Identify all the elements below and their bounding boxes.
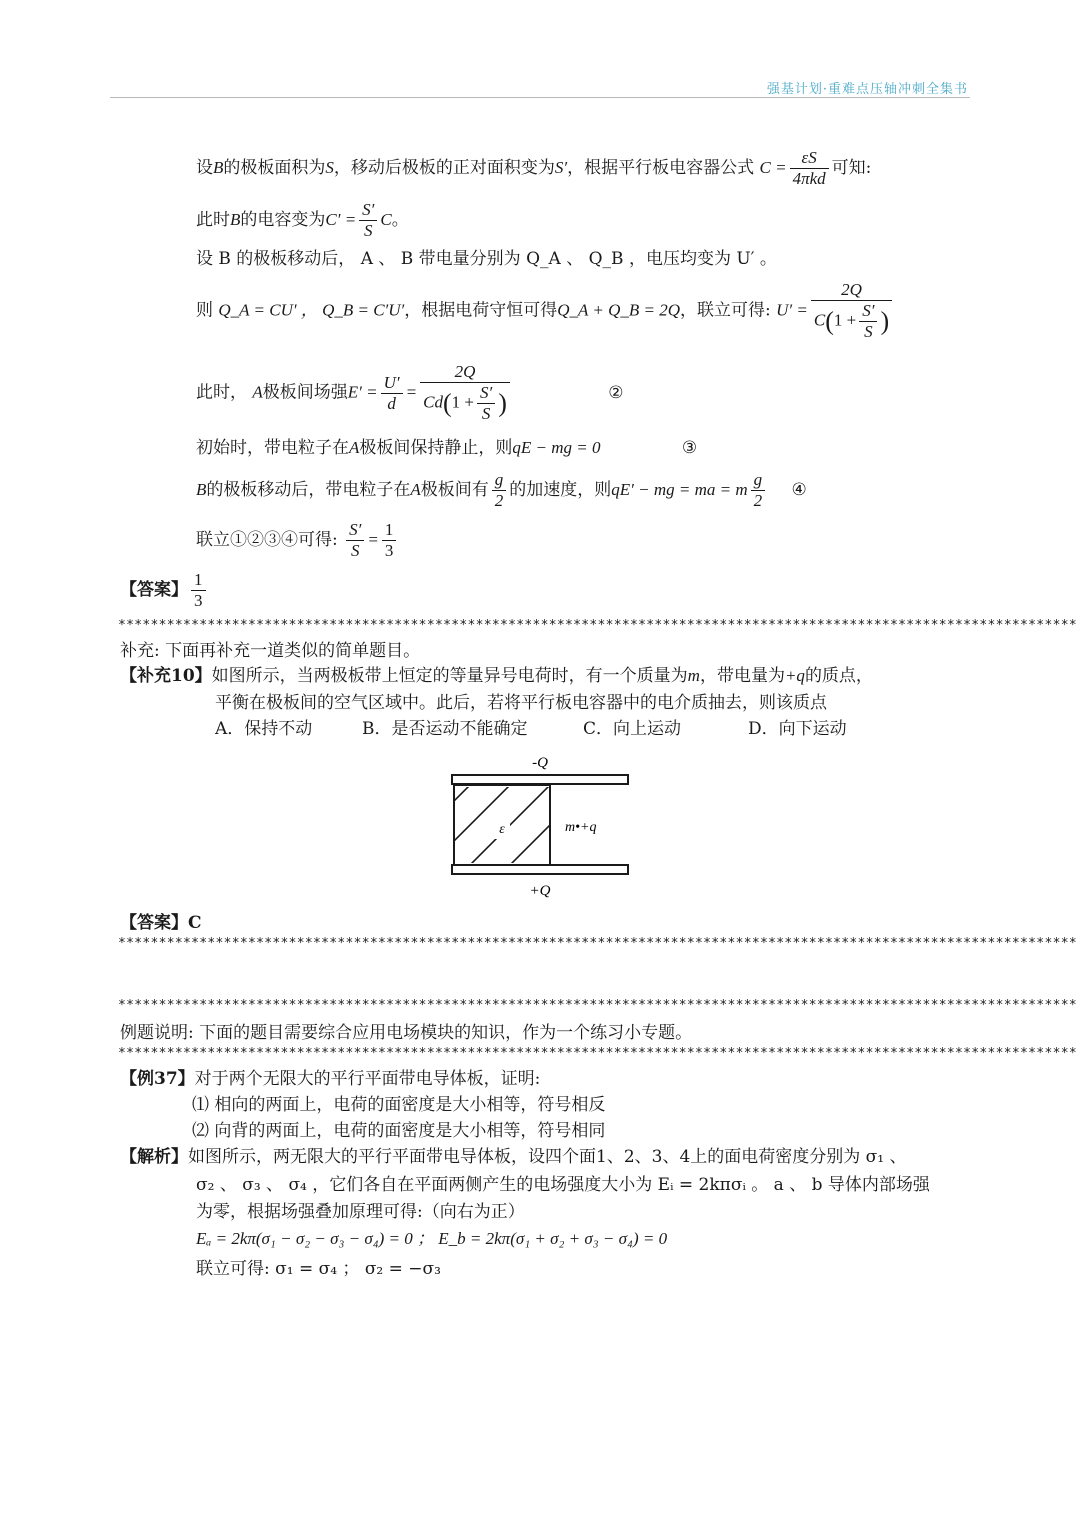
paren: ( [442, 388, 452, 418]
bottom-plate [452, 865, 628, 874]
numerator: U′ [381, 373, 403, 394]
denominator: 3 [194, 591, 203, 610]
denominator: S [481, 404, 491, 423]
paren: ) [498, 388, 507, 418]
star-divider: ********************************************************************************************************************** [118, 998, 1077, 1013]
fraction [381, 373, 403, 414]
denominator [811, 301, 892, 342]
math: Q_A = CU′ ， Q_B = C′U′ [218, 300, 405, 320]
math: = [405, 382, 418, 402]
text: ，根据平行板电容器公式 [567, 158, 755, 178]
equation-marker: ③ [681, 438, 698, 458]
example-label: 【例37】 [120, 1069, 195, 1089]
supplement-question-line-2: 平衡在极板间的空气区域中。此后，若将平行板电容器中的电介质抽去，则该质点 [215, 693, 827, 713]
denominator: 3 [384, 541, 394, 560]
solution-line-6 [196, 437, 697, 459]
fraction [346, 520, 364, 561]
math: Cd [423, 392, 443, 412]
numerator: g [751, 470, 766, 491]
top-charge-label: -Q [532, 755, 548, 771]
numerator: S′ [477, 383, 495, 404]
math: A [349, 438, 360, 457]
example-solution-line-2: σ₂ 、 σ₃ 、 σ₄ ，它们各自在平面两侧产生的电场强度大小为 Eᵢ = 2kπσᵢ 。 a 、 b 导体内部场强 [196, 1175, 930, 1195]
numerator: S′ [359, 200, 377, 221]
star-divider: ********************************************************************************************************************** [118, 936, 1077, 951]
math: B [213, 158, 224, 177]
question-label: 【补充10】 [120, 666, 212, 686]
fraction [492, 470, 507, 511]
numerator: 1 [191, 570, 206, 591]
option-c: C．向上运动 [583, 719, 682, 739]
denominator [420, 383, 510, 424]
example-title [120, 1068, 540, 1090]
fraction [811, 280, 892, 342]
math: B [230, 210, 241, 229]
equation-marker: ④ [791, 480, 807, 500]
example-solution-equations: Eₐ = 2kπ(σ₁ − σ₂ − σ₃ − σ₄) = 0 ； E_b = 2kπ(σ₁ + σ₂ + σ₃ − σ₄) = 0 [196, 1229, 668, 1248]
text: 可知: [831, 158, 872, 178]
math: C [380, 210, 392, 229]
math: A [252, 382, 263, 402]
text: 联立①②③④可得: [196, 530, 338, 550]
text: 如图所示，当两极板带上恒定的等量异号电荷时，有一个质量为 [211, 666, 688, 686]
text: 初始时，带电粒子在 [196, 438, 349, 458]
bottom-charge-label: +Q [529, 883, 551, 899]
text: 的质点， [804, 666, 873, 686]
math: m [687, 666, 700, 685]
math: 1 + [451, 392, 474, 412]
math: E′ = [347, 382, 378, 402]
solution-line-5 [196, 362, 624, 424]
math: qE′ − mg = ma = m [611, 480, 748, 499]
math: +q [784, 666, 805, 685]
supplement-answer: 【答案】C [120, 913, 202, 933]
math: S′ [554, 158, 568, 177]
text: ，联立可得: [680, 300, 771, 321]
example-solution-result: 联立可得: σ₁ = σ₄ ； σ₂ = −σ₃ [196, 1259, 441, 1279]
page-header-title: 强基计划·重难点压轴冲刺全集书 [766, 82, 968, 97]
text: ，带电量为 [699, 666, 785, 686]
text: 的极板面积为 [223, 158, 326, 178]
text: 此时 [196, 210, 230, 230]
math: C′ = [325, 210, 357, 229]
example-solution-line-3: 为零，根据场强叠加原理可得:（向右为正） [196, 1202, 525, 1222]
solution-line-7 [196, 470, 807, 511]
particle-label: m•+q [565, 820, 597, 835]
math: S [325, 158, 334, 177]
option-a: A．保持不动 [215, 719, 313, 739]
math: A [410, 480, 421, 499]
math: 1 + [833, 310, 857, 330]
numerator: 2Q [420, 362, 510, 383]
math: C = [759, 158, 787, 177]
text: 此时， [196, 382, 247, 403]
paren: ) [880, 306, 890, 336]
solution-line-1 [196, 148, 871, 189]
example-solution-line-1 [120, 1146, 907, 1168]
fraction [359, 200, 377, 241]
answer-fraction [191, 570, 206, 611]
supplement-question-line-1 [120, 665, 873, 687]
example-description: 例题说明: 下面的题目需要综合应用电场模块的知识，作为一个练习小专题。 [120, 1023, 693, 1043]
math: C [813, 310, 826, 330]
denominator: S [351, 541, 360, 560]
header-divider [110, 97, 970, 98]
solution-line-8 [196, 520, 399, 561]
text: 的电容变为 [240, 210, 326, 230]
fraction [420, 362, 510, 424]
denominator: S [864, 322, 873, 341]
equation-marker: ② [608, 382, 624, 403]
denominator: 2 [753, 491, 763, 510]
math: Q_A + Q_B = 2Q [557, 300, 681, 320]
solution-label: 【解析】 [120, 1147, 188, 1167]
top-plate [452, 775, 628, 784]
dielectric-label: ε [499, 822, 505, 837]
fraction [751, 470, 766, 511]
solution-line-3: 设 B 的极板移动后， A 、 B 带电量分别为 Q_A 、 Q_B ，电压均变为 U′ 。 [196, 249, 777, 269]
dielectric-hatching [440, 775, 640, 885]
fraction [790, 148, 829, 189]
example-point-1: ⑴ 相向的两面上，电荷的面密度是大小相等，符号相反 [192, 1095, 606, 1115]
math: B [196, 480, 207, 499]
text: 极板间场强 [262, 382, 348, 403]
denominator: d [387, 393, 396, 413]
answer-label: 【答案】 [120, 580, 188, 600]
fraction [477, 383, 495, 424]
numerator: g [492, 470, 507, 491]
text: 极板间保持静止，则 [359, 438, 513, 458]
text: 极板间有 [420, 480, 489, 500]
text: 设 [196, 158, 213, 178]
math: U′ = [776, 300, 808, 320]
numerator: S′ [346, 520, 364, 541]
answer-1 [120, 570, 209, 611]
text: 的加速度，则 [509, 480, 612, 500]
example-point-2: ⑵ 向背的两面上，电荷的面密度是大小相等，符号相同 [192, 1121, 606, 1141]
option-d: D．向下运动 [748, 719, 847, 739]
numerator: 1 [382, 520, 397, 541]
option-b: B．是否运动不能确定 [362, 719, 528, 739]
text: 的极板移动后，带电粒子在 [206, 480, 411, 500]
text: 则 [196, 300, 213, 321]
numerator: εS [790, 148, 829, 169]
star-divider: ********************************************************************************************************************** [118, 618, 1077, 633]
text: 对于两个无限大的平行平面带电导体板，证明: [194, 1069, 541, 1089]
text: 如图所示，两无限大的平行平面带电导体板，设四个面1、2、3、4上的面电荷密度分别为 σ₁ 、 [188, 1147, 907, 1167]
denominator: S [364, 221, 373, 240]
numerator: S′ [859, 301, 877, 322]
paren: ( [825, 306, 834, 336]
text: 。 [391, 210, 409, 230]
math: qE − mg = 0 [512, 438, 601, 457]
denominator: 4πkd [792, 169, 826, 188]
text: ，移动后极板的正对面积变为 [333, 158, 555, 178]
numerator: 2Q [811, 280, 892, 301]
star-divider: ********************************************************************************************************************** [118, 1046, 1077, 1061]
supplement-intro: 补充: 下面再补充一道类似的简单题目。 [120, 641, 421, 661]
fraction [859, 301, 877, 342]
math: = [367, 530, 379, 549]
solution-line-4 [196, 280, 895, 342]
fraction [382, 520, 397, 561]
solution-line-2 [196, 200, 409, 241]
denominator: 2 [494, 491, 504, 510]
text: ，根据电荷守恒可得 [404, 300, 558, 321]
capacitor-figure [440, 745, 640, 905]
